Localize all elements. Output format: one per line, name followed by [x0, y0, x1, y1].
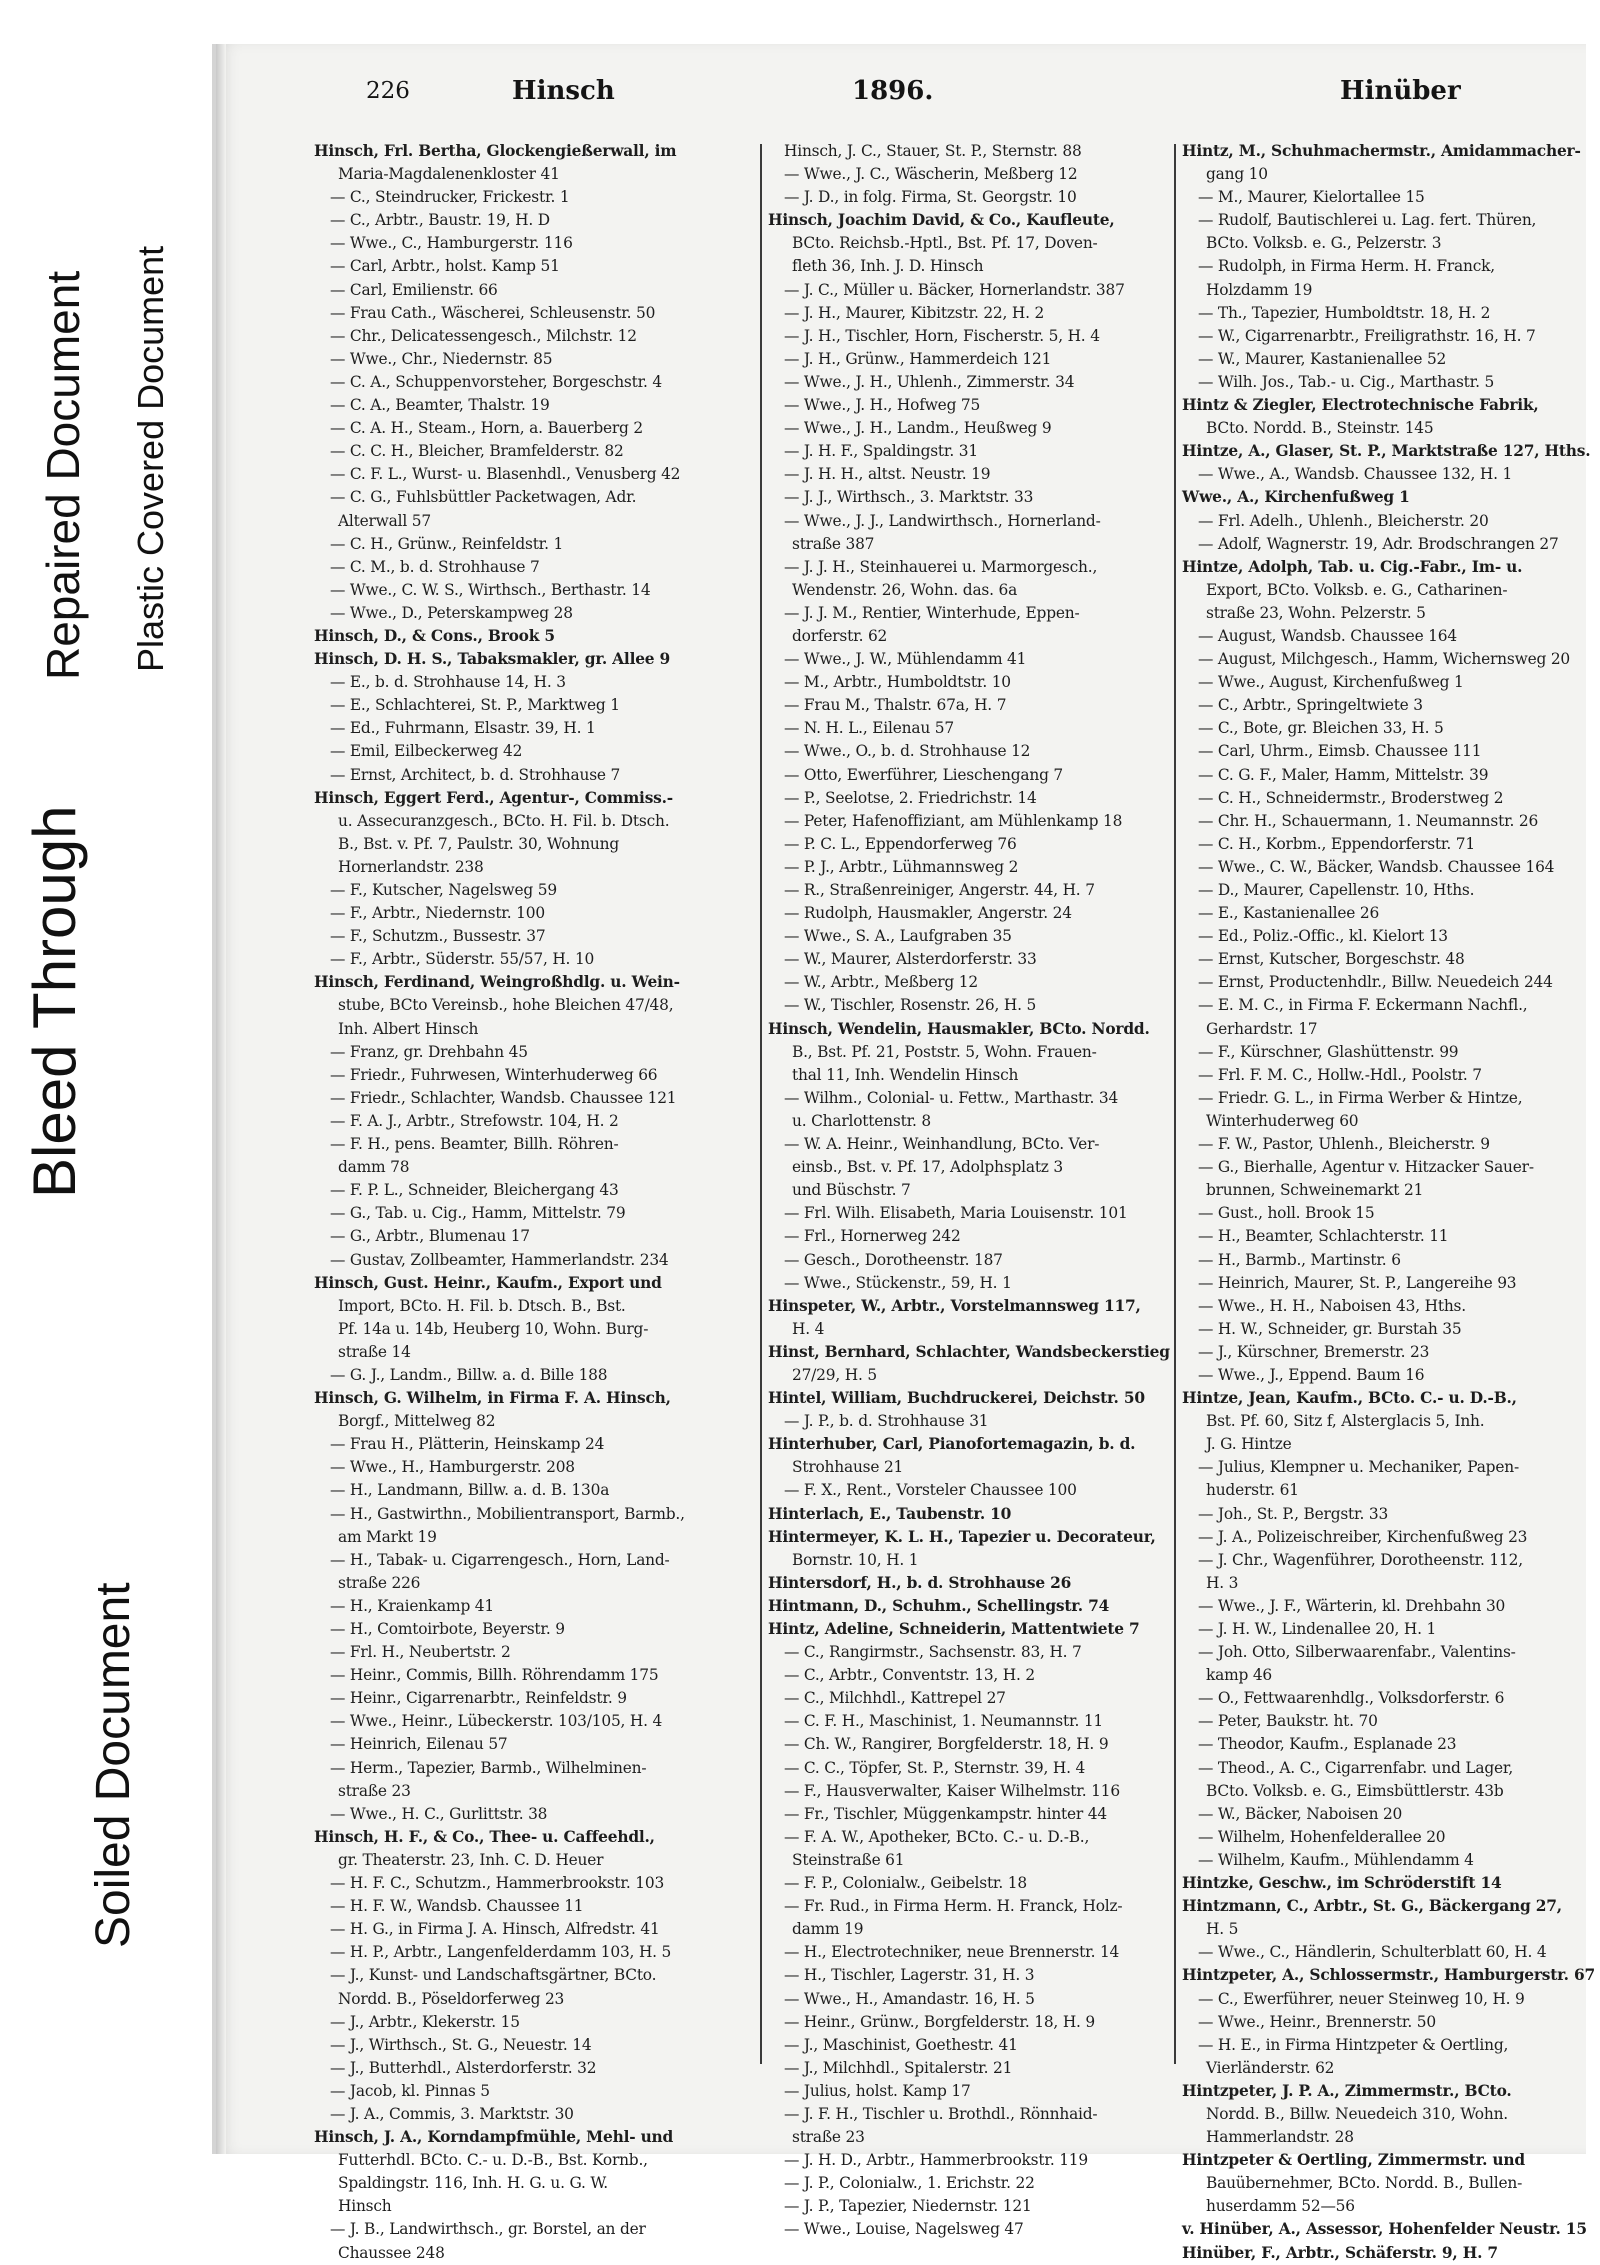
directory-entry: — Wwe., J. W., Mühlendamm 41 — [784, 650, 1027, 669]
directory-entry: — Wwe., O., b. d. Strohhause 12 — [784, 742, 1031, 761]
directory-entry: — Otto, Ewerführer, Lieschengang 7 — [784, 765, 1064, 784]
directory-entry: — C. H., Korbm., Eppendorferstr. 71 — [1198, 834, 1475, 853]
directory-entry: — E., b. d. Strohhause 14, H. 3 — [330, 673, 566, 692]
directory-entry: — M., Maurer, Kielortallee 15 — [1198, 188, 1425, 207]
directory-entry: — J. J. H., Steinhauerei u. Marmorgesch., — [784, 557, 1098, 576]
directory-entry: — H. F. C., Schutzm., Hammerbrookstr. 103 — [330, 1874, 665, 1893]
directory-entry: — Rudolf, Bautischlerei u. Lag. fert. Thüren, — [1198, 211, 1537, 230]
directory-entry: — G., Arbtr., Blumenau 17 — [330, 1227, 530, 1246]
directory-entry: thal 11, Inh. Wendelin Hinsch — [792, 1065, 1019, 1084]
directory-entry: — J. C., Müller u. Bäcker, Hornerlandstr. 387 — [784, 280, 1125, 299]
directory-entry: — C. G. F., Maler, Hamm, Mittelstr. 39 — [1198, 765, 1489, 784]
directory-entry: — Rudolph, Hausmakler, Angerstr. 24 — [784, 904, 1072, 923]
directory-entry: — F. P. L., Schneider, Bleichergang 43 — [330, 1181, 619, 1200]
directory-entry: — E. M. C., in Firma F. Eckermann Nachfl., — [1198, 996, 1528, 1015]
directory-entry: — H. W., Schneider, gr. Burstah 35 — [1198, 1319, 1462, 1338]
directory-entry: — J., Maschinist, Goethestr. 41 — [784, 2035, 1018, 2054]
directory-entry: am Markt 19 — [338, 1527, 437, 1546]
directory-entry: huderstr. 61 — [1206, 1481, 1299, 1500]
directory-entry: Hintze, Adolph, Tab. u. Cig.-Fabr., Im- u. — [1182, 557, 1523, 576]
directory-entry: — Wwe., J. F., Wärterin, kl. Drehbahn 30 — [1198, 1596, 1506, 1615]
directory-entry: — Wwe., Heinr., Lübeckerstr. 103/105, H. 4 — [330, 1712, 663, 1731]
directory-entry: — Wwe., Stückenstr., 59, H. 1 — [784, 1273, 1012, 1292]
directory-entry: Hinsch, Wendelin, Hausmakler, BCto. Nordd. — [768, 1019, 1150, 1038]
directory-entry: — Wwe., Louise, Nagelsweg 47 — [784, 2220, 1024, 2239]
directory-entry: — F. X., Rent., Vorsteler Chaussee 100 — [784, 1481, 1077, 1500]
directory-entry: — J. H. D., Arbtr., Hammerbrookstr. 119 — [784, 2151, 1088, 2170]
directory-entry: Hinst, Bernhard, Schlachter, Wandsbeckerstieg — [768, 1342, 1170, 1361]
directory-entry: — C. C. H., Bleicher, Bramfelderstr. 82 — [330, 442, 624, 461]
directory-entry: — J. A., Commis, 3. Marktstr. 30 — [330, 2104, 574, 2123]
directory-entry: — W., Maurer, Kastanienallee 52 — [1198, 349, 1447, 368]
directory-entry: Borgf., Mittelweg 82 — [338, 1412, 496, 1431]
directory-entry: — C. A. H., Steam., Horn, a. Bauerberg 2 — [330, 419, 643, 438]
directory-entry: dorferstr. 62 — [792, 626, 888, 645]
directory-entry: — Wwe., C. W., Bäcker, Wandsb. Chaussee 164 — [1198, 857, 1555, 876]
directory-entry: Hinsch, J. C., Stauer, St. P., Sternstr. 88 — [784, 142, 1082, 160]
directory-entry: damm 19 — [792, 1920, 864, 1939]
directory-entry: — Joh., St. P., Bergstr. 33 — [1198, 1504, 1389, 1523]
directory-entry: H. 4 — [792, 1319, 825, 1338]
directory-entry: — Frl. F. M. C., Hollw.-Hdl., Poolstr. 7 — [1198, 1065, 1482, 1084]
directory-entry: gr. Theaterstr. 23, Inh. C. D. Heuer — [338, 1850, 604, 1869]
directory-entry: — Julius, Klempner u. Mechaniker, Papen- — [1198, 1458, 1519, 1477]
directory-entry: — C., Rangirmstr., Sachsenstr. 83, H. 7 — [784, 1643, 1082, 1662]
page-header — [216, 60, 1586, 106]
directory-entry: — F., Arbtr., Süderstr. 55/57, H. 10 — [330, 950, 595, 969]
directory-entry: — Wilhelm, Hohenfelderallee 20 — [1198, 1827, 1446, 1846]
directory-entry: — H., Tischler, Lagerstr. 31, H. 3 — [784, 1966, 1035, 1985]
directory-entry: — Ed., Fuhrmann, Elsastr. 39, H. 1 — [330, 719, 596, 738]
directory-entry: J. G. Hintze — [1206, 1435, 1292, 1454]
directory-entry: BCto. Volksb. e. G., Eimsbüttlerstr. 43b — [1206, 1781, 1504, 1800]
directory-entry: — F., Schutzm., Bussestr. 37 — [330, 927, 546, 946]
directory-entry: kamp 46 — [1206, 1666, 1273, 1685]
directory-entry: straße 387 — [792, 534, 875, 553]
directory-entry: — F. A. J., Arbtr., Strefowstr. 104, H. 2 — [330, 1111, 619, 1130]
directory-entry: — G., Tab. u. Cig., Hamm, Mittelstr. 79 — [330, 1204, 626, 1223]
directory-entry: Holzdamm 19 — [1206, 280, 1313, 299]
directory-entry: und Büschstr. 7 — [792, 1181, 911, 1200]
directory-entry: — Wwe., J. H., Landm., Heußweg 9 — [784, 419, 1052, 438]
directory-entry: Nordd. B., Billw. Neuedeich 310, Wohn. — [1206, 2104, 1508, 2123]
directory-entry: — Wwe., S. A., Laufgraben 35 — [784, 927, 1012, 946]
directory-entry: — Carl, Emilienstr. 66 — [330, 280, 498, 299]
directory-entry: Inh. Albert Hinsch — [338, 1019, 479, 1038]
directory-entry: — H., Barmb., Martinstr. 6 — [1198, 1250, 1401, 1269]
repaired-document-label: Repaired Document — [37, 270, 89, 680]
directory-entry: — Adolf, Wagnerstr. 19, Adr. Brodschrangen 27 — [1198, 534, 1559, 553]
directory-entry: — Theod., A. C., Cigarrenfabr. und Lager, — [1198, 1758, 1514, 1777]
directory-entry: — Franz, gr. Drehbahn 45 — [330, 1042, 528, 1061]
directory-entry: B., Bst. Pf. 21, Poststr. 5, Wohn. Frauen- — [792, 1042, 1097, 1061]
directory-entry: — H., Kraienkamp 41 — [330, 1596, 494, 1615]
directory-entry: Alterwall 57 — [338, 511, 431, 530]
directory-entry: Hinsch, Eggert Ferd., Agentur-, Commiss.- — [314, 788, 673, 807]
directory-entry: — J. H., Tischler, Horn, Fischerstr. 5, H. 4 — [784, 326, 1100, 345]
directory-entry: Hintersdorf, H., b. d. Strohhause 26 — [768, 1573, 1072, 1592]
directory-entry: — Wwe., C., Händlerin, Schulterblatt 60, H. 4 — [1198, 1943, 1547, 1962]
directory-entry: — F., Kürschner, Glashüttenstr. 99 — [1198, 1042, 1459, 1061]
directory-entry: — Ernst, Architect, b. d. Strohhause 7 — [330, 765, 621, 784]
directory-entry: — Julius, holst. Kamp 17 — [784, 2081, 971, 2100]
directory-entry: — J. H. W., Lindenallee 20, H. 1 — [1198, 1620, 1437, 1638]
directory-entry: Winterhuderweg 60 — [1206, 1111, 1359, 1130]
directory-entry: — J. A., Polizeischreiber, Kirchenfußweg 23 — [1198, 1527, 1528, 1546]
directory-entry: — Heinr., Cigarrenarbtr., Reinfeldstr. 9 — [330, 1689, 627, 1708]
directory-entry: Strohhause 21 — [792, 1458, 904, 1477]
directory-entry: — Wwe., A., Wandsb. Chaussee 132, H. 1 — [1198, 465, 1513, 484]
directory-entry: — W. A. Heinr., Weinhandlung, BCto. Ver- — [784, 1135, 1100, 1154]
directory-entry: — J. H. H., altst. Neustr. 19 — [784, 465, 991, 484]
directory-entry: — C., Milchhdl., Kattrepel 27 — [784, 1689, 1006, 1708]
directory-entry: Wendenstr. 26, Wohn. das. 6a — [792, 580, 1018, 599]
directory-entry: — G., Bierhalle, Agentur v. Hitzacker Sauer- — [1198, 1158, 1534, 1177]
directory-entry: — Peter, Baukstr. ht. 70 — [1198, 1712, 1378, 1731]
directory-entry: — Wwe., J. H., Hofweg 75 — [784, 396, 981, 415]
directory-entry: — N. H. L., Eilenau 57 — [784, 719, 954, 738]
directory-entry: — Friedr. G. L., in Firma Werber & Hintze, — [1198, 1088, 1523, 1107]
directory-entry: — C., Arbtr., Conventstr. 13, H. 2 — [784, 1666, 1035, 1685]
directory-entry: — F. P., Colonialw., Geibelstr. 18 — [784, 1874, 1027, 1893]
directory-entry: Hinüber, F., Arbtr., Schäferstr. 9, H. 7 — [1182, 2243, 1498, 2262]
directory-entry: — J. P., Colonialw., 1. Erichstr. 22 — [784, 2174, 1035, 2193]
directory-entry: — Rudolph, in Firma Herm. H. Franck, — [1198, 257, 1495, 276]
directory-entry: — J. D., in folg. Firma, St. Georgstr. 10 — [784, 188, 1077, 207]
directory-entry: — Carl, Arbtr., holst. Kamp 51 — [330, 257, 560, 276]
directory-entry: — W., Cigarrenarbtr., Freiligrathstr. 16, H. 7 — [1198, 326, 1536, 345]
directory-entry: stube, BCto Vereinsb., hohe Bleichen 47/48, — [338, 996, 674, 1015]
directory-entry: Vierländerstr. 62 — [1206, 2058, 1335, 2077]
directory-entry: — Wwe., J. C., Wäscherin, Meßberg 12 — [784, 165, 1078, 184]
column-1 — [314, 140, 752, 2262]
plastic-covered-document-label: Plastic Covered Document — [130, 245, 171, 672]
directory-entry: — C. M., b. d. Strohhause 7 — [330, 557, 540, 576]
directory-entry: — J., Milchhdl., Spitalerstr. 21 — [784, 2058, 1013, 2077]
directory-entry: — Wwe., C. W. S., Wirthsch., Berthastr. 14 — [330, 580, 651, 599]
directory-entry: — C. F. H., Maschinist, 1. Neumannstr. 11 — [784, 1712, 1104, 1731]
directory-entry: Bst. Pf. 60, Sitz f, Alsterglacis 5, Inh. — [1206, 1412, 1485, 1431]
directory-entry: — F. W., Pastor, Uhlenh., Bleicherstr. 9 — [1198, 1135, 1490, 1154]
directory-entry: Wwe., A., Kirchenfußweg 1 — [1182, 488, 1410, 507]
directory-entry: — C. A., Schuppenvorsteher, Borgeschstr. 4 — [330, 372, 663, 391]
directory-entry: — Joh. Otto, Silberwaarenfabr., Valentins- — [1198, 1643, 1516, 1662]
directory-entry: BCto. Volksb. e. G., Pelzerstr. 3 — [1206, 234, 1442, 253]
directory-entry: — Fr. Rud., in Firma Herm. H. Franck, Holz- — [784, 1897, 1123, 1916]
directory-entry: — Wwe., August, Kirchenfußweg 1 — [1198, 673, 1464, 692]
directory-entry: Hinsch, Frl. Bertha, Glockengießerwall, im — [314, 142, 677, 160]
column-divider-2 — [1174, 144, 1176, 2064]
directory-entry: — C., Steindrucker, Frickestr. 1 — [330, 188, 570, 207]
directory-entry: — H. E., in Firma Hintzpeter & Oertling, — [1198, 2035, 1509, 2054]
directory-entry: Hinsch, Gust. Heinr., Kaufm., Export und — [314, 1273, 662, 1292]
directory-entry: fleth 36, Inh. J. D. Hinsch — [792, 257, 984, 276]
directory-entry: — Chr. H., Schauermann, 1. Neumannstr. 26 — [1198, 811, 1539, 830]
directory-entry: — Frl., Hornerweg 242 — [784, 1227, 961, 1246]
directory-entry: — C. A., Beamter, Thalstr. 19 — [330, 396, 550, 415]
directory-entry: — J., Butterhdl., Alsterdorferstr. 32 — [330, 2058, 597, 2077]
directory-entry: huserdamm 52—56 — [1206, 2197, 1355, 2216]
directory-entry: u. Charlottenstr. 8 — [792, 1111, 932, 1130]
directory-entry: — H., Gastwirthn., Mobilientransport, Barmb., — [330, 1504, 685, 1523]
directory-entry: — J. H., Grünw., Hammerdeich 121 — [784, 349, 1052, 368]
directory-entry: einsb., Bst. v. Pf. 17, Adolphsplatz 3 — [792, 1158, 1064, 1177]
directory-entry: v. Hinüber, A., Assessor, Hohenfelder Neustr. 15 — [1182, 2220, 1587, 2239]
directory-entry: — Heinr., Commis, Billh. Röhrendamm 175 — [330, 1666, 659, 1685]
directory-entry: — Wwe., H., Amandastr. 16, H. 5 — [784, 1989, 1035, 2008]
directory-entry: — W., Bäcker, Naboisen 20 — [1198, 1804, 1403, 1823]
directory-entry: Hintze, A., Glaser, St. P., Marktstraße 127, Hths. — [1182, 442, 1591, 461]
directory-entry: — J., Arbtr., Klekerstr. 15 — [330, 2012, 520, 2031]
directory-entry: — P. C. L., Eppendorferweg 76 — [784, 834, 1017, 853]
directory-entry: — J., Kunst- und Landschaftsgärtner, BCto. — [330, 1966, 657, 1985]
directory-entry: — F., Arbtr., Niedernstr. 100 — [330, 904, 545, 923]
directory-entry: — Ernst, Productenhdlr., Billw. Neuedeich 244 — [1198, 973, 1553, 992]
directory-entry: — Carl, Uhrm., Eimsb. Chaussee 111 — [1198, 742, 1482, 761]
directory-entry: — Frau H., Plätterin, Heinskamp 24 — [330, 1435, 605, 1454]
directory-entry: gang 10 — [1206, 165, 1268, 184]
directory-entry: — E., Kastanienallee 26 — [1198, 904, 1380, 923]
directory-entry: — Jacob, kl. Pinnas 5 — [330, 2081, 490, 2100]
directory-entry: Hinsch, D., & Cons., Brook 5 — [314, 626, 555, 645]
directory-entry: Hintzpeter, J. P. A., Zimmermstr., BCto. — [1182, 2081, 1512, 2100]
directory-entry: — Chr., Delicatessengesch., Milchstr. 12 — [330, 326, 637, 345]
directory-entry: — Frl. Wilh. Elisabeth, Maria Louisenstr. 101 — [784, 1204, 1128, 1223]
directory-entry: BCto. Nordd. B., Steinstr. 145 — [1206, 419, 1434, 438]
directory-entry: Hintzpeter & Oertling, Zimmermstr. und — [1182, 2151, 1525, 2170]
directory-entry: — Emil, Eilbeckerweg 42 — [330, 742, 523, 761]
directory-entry: — Frau Cath., Wäscherei, Schleusenstr. 50 — [330, 303, 656, 322]
directory-entry: — August, Wandsb. Chaussee 164 — [1198, 626, 1457, 645]
directory-entry: Hinsch, D. H. S., Tabaksmakler, gr. Allee 9 — [314, 650, 671, 669]
directory-entry: Import, BCto. H. Fil. b. Dtsch. B., Bst. — [338, 1296, 626, 1315]
directory-entry: — J., Kürschner, Bremerstr. 23 — [1198, 1342, 1430, 1361]
directory-entry: — C., Arbtr., Baustr. 19, H. D — [330, 211, 550, 230]
directory-entry: — M., Arbtr., Humboldtstr. 10 — [784, 673, 1011, 692]
directory-entry: — J. P., Tapezier, Niedernstr. 121 — [784, 2197, 1032, 2216]
directory-entry: — Heinrich, Maurer, St. P., Langereihe 93 — [1198, 1273, 1517, 1292]
directory-entry: — H. P., Arbtr., Langenfelderdamm 103, H. 5 — [330, 1943, 672, 1962]
directory-entry: Hornerlandstr. 238 — [338, 857, 484, 876]
directory-entry: H. 5 — [1206, 1920, 1239, 1939]
directory-entry: Hintzpeter, A., Schlossermstr., Hamburgerstr. 67 — [1182, 1966, 1595, 1985]
directory-entry: — J., Wirthsch., St. G., Neuestr. 14 — [330, 2035, 592, 2054]
directory-entry: Hammerlandstr. 28 — [1206, 2128, 1354, 2147]
directory-entry: — Wwe., H. H., Naboisen 43, Hths. — [1198, 1296, 1466, 1315]
directory-entry: — Theodor, Kaufm., Esplanade 23 — [1198, 1735, 1457, 1754]
directory-entry: — Frl. Adelh., Uhlenh., Bleicherstr. 20 — [1198, 511, 1489, 530]
directory-entry: Hintzmann, C., Arbtr., St. G., Bäckergang 27, — [1182, 1897, 1562, 1916]
directory-entry: Hintel, William, Buchdruckerei, Deichstr. 50 — [768, 1389, 1145, 1408]
directory-entry: — C., Ewerführer, neuer Steinweg 10, H. 9 — [1198, 1989, 1525, 2008]
page-binding-edge — [216, 44, 226, 2154]
year-heading: 1896. — [852, 76, 934, 106]
directory-entry: — W., Maurer, Alsterdorferstr. 33 — [784, 950, 1037, 969]
directory-entry: straße 23 — [338, 1781, 411, 1800]
directory-entry: Hintermeyer, K. L. H., Tapezier u. Decorateur, — [768, 1527, 1156, 1546]
directory-entry: Hinsch, G. Wilhelm, in Firma F. A. Hinsch, — [314, 1389, 671, 1408]
directory-entry: Hintz & Ziegler, Electrotechnische Fabrik, — [1182, 396, 1539, 415]
directory-entry: — P. J., Arbtr., Lühmannsweg 2 — [784, 857, 1019, 876]
directory-entry: damm 78 — [338, 1158, 410, 1177]
directory-entry: — C. C., Töpfer, St. P., Sternstr. 39, H. 4 — [784, 1758, 1086, 1777]
directory-entry: Futterhdl. BCto. C.- u. D.-B., Bst. Kornb., — [338, 2151, 648, 2170]
directory-entry: — J. H., Maurer, Kibitzstr. 22, H. 2 — [784, 303, 1045, 322]
directory-entry: straße 23, Wohn. Pelzerstr. 5 — [1206, 603, 1426, 622]
directory-entry: Hinterhuber, Carl, Pianofortemagazin, b. d. — [768, 1435, 1136, 1454]
directory-entry: Bauübernehmer, BCto. Nordd. B., Bullen- — [1206, 2174, 1523, 2193]
directory-entry: — H. F. W., Wandsb. Chaussee 11 — [330, 1897, 584, 1916]
directory-entry: — C., Arbtr., Springeltwiete 3 — [1198, 696, 1423, 715]
directory-entry: — D., Maurer, Capellenstr. 10, Hths. — [1198, 881, 1475, 899]
directory-entry: — Gesch., Dorotheenstr. 187 — [784, 1250, 1003, 1269]
directory-entry: — Ernst, Kutscher, Borgeschstr. 48 — [1198, 950, 1465, 969]
directory-entry: — Fr., Tischler, Müggenkampstr. hinter 44 — [784, 1804, 1107, 1823]
directory-entry: — Frl. H., Neubertstr. 2 — [330, 1643, 511, 1662]
directory-entry: — H., Comtoirbote, Beyerstr. 9 — [330, 1620, 565, 1638]
directory-entry: — C., Bote, gr. Bleichen 33, H. 5 — [1198, 719, 1444, 738]
directory-entry: — Friedr., Fuhrwesen, Winterhuderweg 66 — [330, 1065, 658, 1084]
directory-entry: — J. P., b. d. Strohhause 31 — [784, 1412, 989, 1431]
directory-entry: — Heinrich, Eilenau 57 — [330, 1735, 508, 1754]
right-keyword: Hinüber — [1340, 76, 1461, 106]
directory-entry: Export, BCto. Volksb. e. G., Catharinen- — [1206, 580, 1508, 599]
directory-entry: — Wwe., J. J., Landwirthsch., Hornerland- — [784, 511, 1101, 530]
bleed-through-label: Bleed Through — [21, 805, 88, 1198]
directory-entry: Hinsch — [338, 2197, 392, 2216]
directory-entry: — Wilhelm, Kaufm., Mühlendamm 4 — [1198, 1850, 1474, 1869]
directory-entry: — C. H., Schneidermstr., Broderstweg 2 — [1198, 788, 1504, 807]
directory-entry: — Wwe., Chr., Niedernstr. 85 — [330, 349, 553, 368]
directory-entry: — Ch. W., Rangirer, Borgfelderstr. 18, H. 9 — [784, 1735, 1109, 1754]
directory-entry: — C. G., Fuhlsbüttler Packetwagen, Adr. — [330, 488, 637, 507]
directory-entry: Hintzke, Geschw., im Schröderstift 14 — [1182, 1874, 1502, 1893]
directory-entry: Hinsch, J. A., Korndampfmühle, Mehl- und — [314, 2128, 674, 2147]
left-keyword: Hinsch — [512, 76, 615, 106]
directory-entry: — J. H. F., Spaldingstr. 31 — [784, 442, 978, 461]
directory-entry: 27/29, H. 5 — [792, 1365, 877, 1384]
directory-entry: Hinspeter, W., Arbtr., Vorstelmannsweg 117, — [768, 1296, 1141, 1315]
directory-entry: — Th., Tapezier, Humboldtstr. 18, H. 2 — [1198, 303, 1491, 322]
directory-entry: — G. J., Landm., Billw. a. d. Bille 188 — [330, 1365, 608, 1384]
directory-entry: — Wwe., J. H., Uhlenh., Zimmerstr. 34 — [784, 372, 1075, 391]
directory-entry: — F. H., pens. Beamter, Billh. Röhren- — [330, 1135, 619, 1154]
directory-entry: brunnen, Schweinemarkt 21 — [1206, 1181, 1424, 1200]
directory-entry: — Ed., Poliz.-Offic., kl. Kielort 13 — [1198, 927, 1448, 946]
directory-entry: — J. J. M., Rentier, Winterhude, Eppen- — [784, 603, 1080, 622]
directory-entry: — W., Arbtr., Meßberg 12 — [784, 973, 978, 992]
directory-entry: Hintze, Jean, Kaufm., BCto. C.- u. D.-B., — [1182, 1389, 1517, 1408]
directory-entry: — Herm., Tapezier, Barmb., Wilhelminen- — [330, 1758, 647, 1777]
directory-entry: — Wwe., J., Eppend. Baum 16 — [1198, 1365, 1425, 1384]
directory-entry: Nordd. B., Pöseldorferweg 23 — [338, 1989, 565, 2008]
directory-entry: — Wwe., Heinr., Brennerstr. 50 — [1198, 2012, 1436, 2031]
directory-entry: B., Bst. v. Pf. 7, Paulstr. 30, Wohnung — [338, 834, 619, 853]
directory-entry: — August, Milchgesch., Hamm, Wichernsweg 20 — [1198, 650, 1571, 669]
directory-entry: — W., Tischler, Rosenstr. 26, H. 5 — [784, 996, 1037, 1015]
directory-entry: Gerhardstr. 17 — [1206, 1019, 1318, 1038]
directory-entry: — C. F. L., Wurst- u. Blasenhdl., Venusberg 42 — [330, 465, 681, 484]
directory-entry: Steinstraße 61 — [792, 1850, 905, 1869]
directory-entry: — Wilh. Jos., Tab.- u. Cig., Marthastr. 5 — [1198, 372, 1495, 391]
directory-entry: — J. Chr., Wagenführer, Dorotheenstr. 112, — [1198, 1550, 1523, 1569]
directory-entry: — Gust., holl. Brook 15 — [1198, 1204, 1375, 1223]
column-divider-1 — [760, 144, 762, 2064]
directory-entry: — J. B., Landwirthsch., gr. Borstel, an der — [330, 2220, 646, 2239]
directory-entry: straße 14 — [338, 1342, 411, 1361]
directory-entry: Hinsch, Joachim David, & Co., Kaufleute, — [768, 211, 1115, 230]
column-2 — [768, 140, 1170, 2239]
directory-entry: — C. H., Grünw., Reinfeldstr. 1 — [330, 534, 564, 553]
directory-entry: Chaussee 248 — [338, 2243, 445, 2262]
directory-entry: u. Assecuranzgesch., BCto. H. Fil. b. Dtsch. — [338, 811, 670, 830]
directory-entry: Pf. 14a u. 14b, Heuberg 10, Wohn. Burg- — [338, 1319, 649, 1338]
directory-entry: Spaldingstr. 116, Inh. H. G. u. G. W. — [338, 2174, 608, 2193]
directory-entry: — E., Schlachterei, St. P., Marktweg 1 — [330, 696, 620, 715]
directory-entry: Bornstr. 10, H. 1 — [792, 1550, 919, 1569]
directory-entry: — F., Hausverwalter, Kaiser Wilhelmstr. 116 — [784, 1781, 1120, 1800]
directory-entry: Hinsch, H. F., & Co., Thee- u. Caffeehdl., — [314, 1827, 655, 1846]
directory-entry: — Gustav, Zollbeamter, Hammerlandstr. 234 — [330, 1250, 669, 1269]
directory-entry: — Wwe., H., Hamburgerstr. 208 — [330, 1458, 575, 1477]
directory-entry: Hintmann, D., Schuhm., Schellingstr. 74 — [768, 1596, 1110, 1615]
directory-entry: Hinsch, Ferdinand, Weingroßhdlg. u. Wein- — [314, 973, 680, 992]
directory-entry: — Wilhm., Colonial- u. Fettw., Marthastr. 34 — [784, 1088, 1119, 1107]
column-3 — [1182, 140, 1595, 2262]
directory-entry: — Wwe., C., Hamburgerstr. 116 — [330, 234, 573, 253]
directory-entry: Hintz, Adeline, Schneiderin, Mattentwiete 7 — [768, 1620, 1140, 1638]
directory-entry: — R., Straßenreiniger, Angerstr. 44, H. 7 — [784, 881, 1095, 899]
directory-entry: — Friedr., Schlachter, Wandsb. Chaussee 121 — [330, 1088, 677, 1107]
directory-entry: — H., Beamter, Schlachterstr. 11 — [1198, 1227, 1449, 1246]
directory-entry: — J. J., Wirthsch., 3. Marktstr. 33 — [784, 488, 1034, 507]
page-number: 226 — [366, 78, 410, 104]
directory-entry: H. 3 — [1206, 1573, 1239, 1592]
directory-entry: — Wwe., H. C., Gurlittstr. 38 — [330, 1804, 548, 1823]
directory-entry: Hinterlach, E., Taubenstr. 10 — [768, 1504, 1012, 1523]
directory-entry: — P., Seelotse, 2. Friedrichstr. 14 — [784, 788, 1037, 807]
directory-entry: — Peter, Hafenoffiziant, am Mühlenkamp 18 — [784, 811, 1123, 830]
scanned-page — [212, 44, 1595, 2262]
directory-entry: — F. A. W., Apotheker, BCto. C.- u. D.-B., — [784, 1827, 1090, 1846]
directory-entry: Hintz, M., Schuhmachermstr., Amidammacher- — [1182, 142, 1581, 160]
directory-entry: — H., Tabak- u. Cigarrengesch., Horn, Land- — [330, 1550, 670, 1569]
directory-entry: — J. F. H., Tischler u. Brothdl., Rönnhaid- — [784, 2104, 1098, 2123]
directory-entry: straße 23 — [792, 2128, 865, 2147]
directory-entry: — Wwe., D., Peterskampweg 28 — [330, 603, 573, 622]
directory-entry: — H. G., in Firma J. A. Hinsch, Alfredstr. 41 — [330, 1920, 660, 1939]
directory-entry: — H., Landmann, Billw. a. d. B. 130a — [330, 1481, 610, 1500]
directory-entry: — Heinr., Grünw., Borgfelderstr. 18, H. 9 — [784, 2012, 1096, 2031]
directory-entry: — Frau M., Thalstr. 67a, H. 7 — [784, 696, 1007, 715]
directory-entry: straße 226 — [338, 1573, 421, 1592]
directory-entry: BCto. Reichsb.-Hptl., Bst. Pf. 17, Doven- — [792, 234, 1098, 253]
soiled-document-label: Soiled Document — [87, 1582, 140, 1948]
directory-entry: Maria-Magdalenenkloster 41 — [338, 165, 560, 184]
directory-entry: — F., Kutscher, Nagelsweg 59 — [330, 881, 557, 899]
directory-entry: — H., Electrotechniker, neue Brennerstr. 14 — [784, 1943, 1120, 1962]
directory-entry: — O., Fettwaarenhdlg., Volksdorferstr. 6 — [1198, 1689, 1505, 1708]
